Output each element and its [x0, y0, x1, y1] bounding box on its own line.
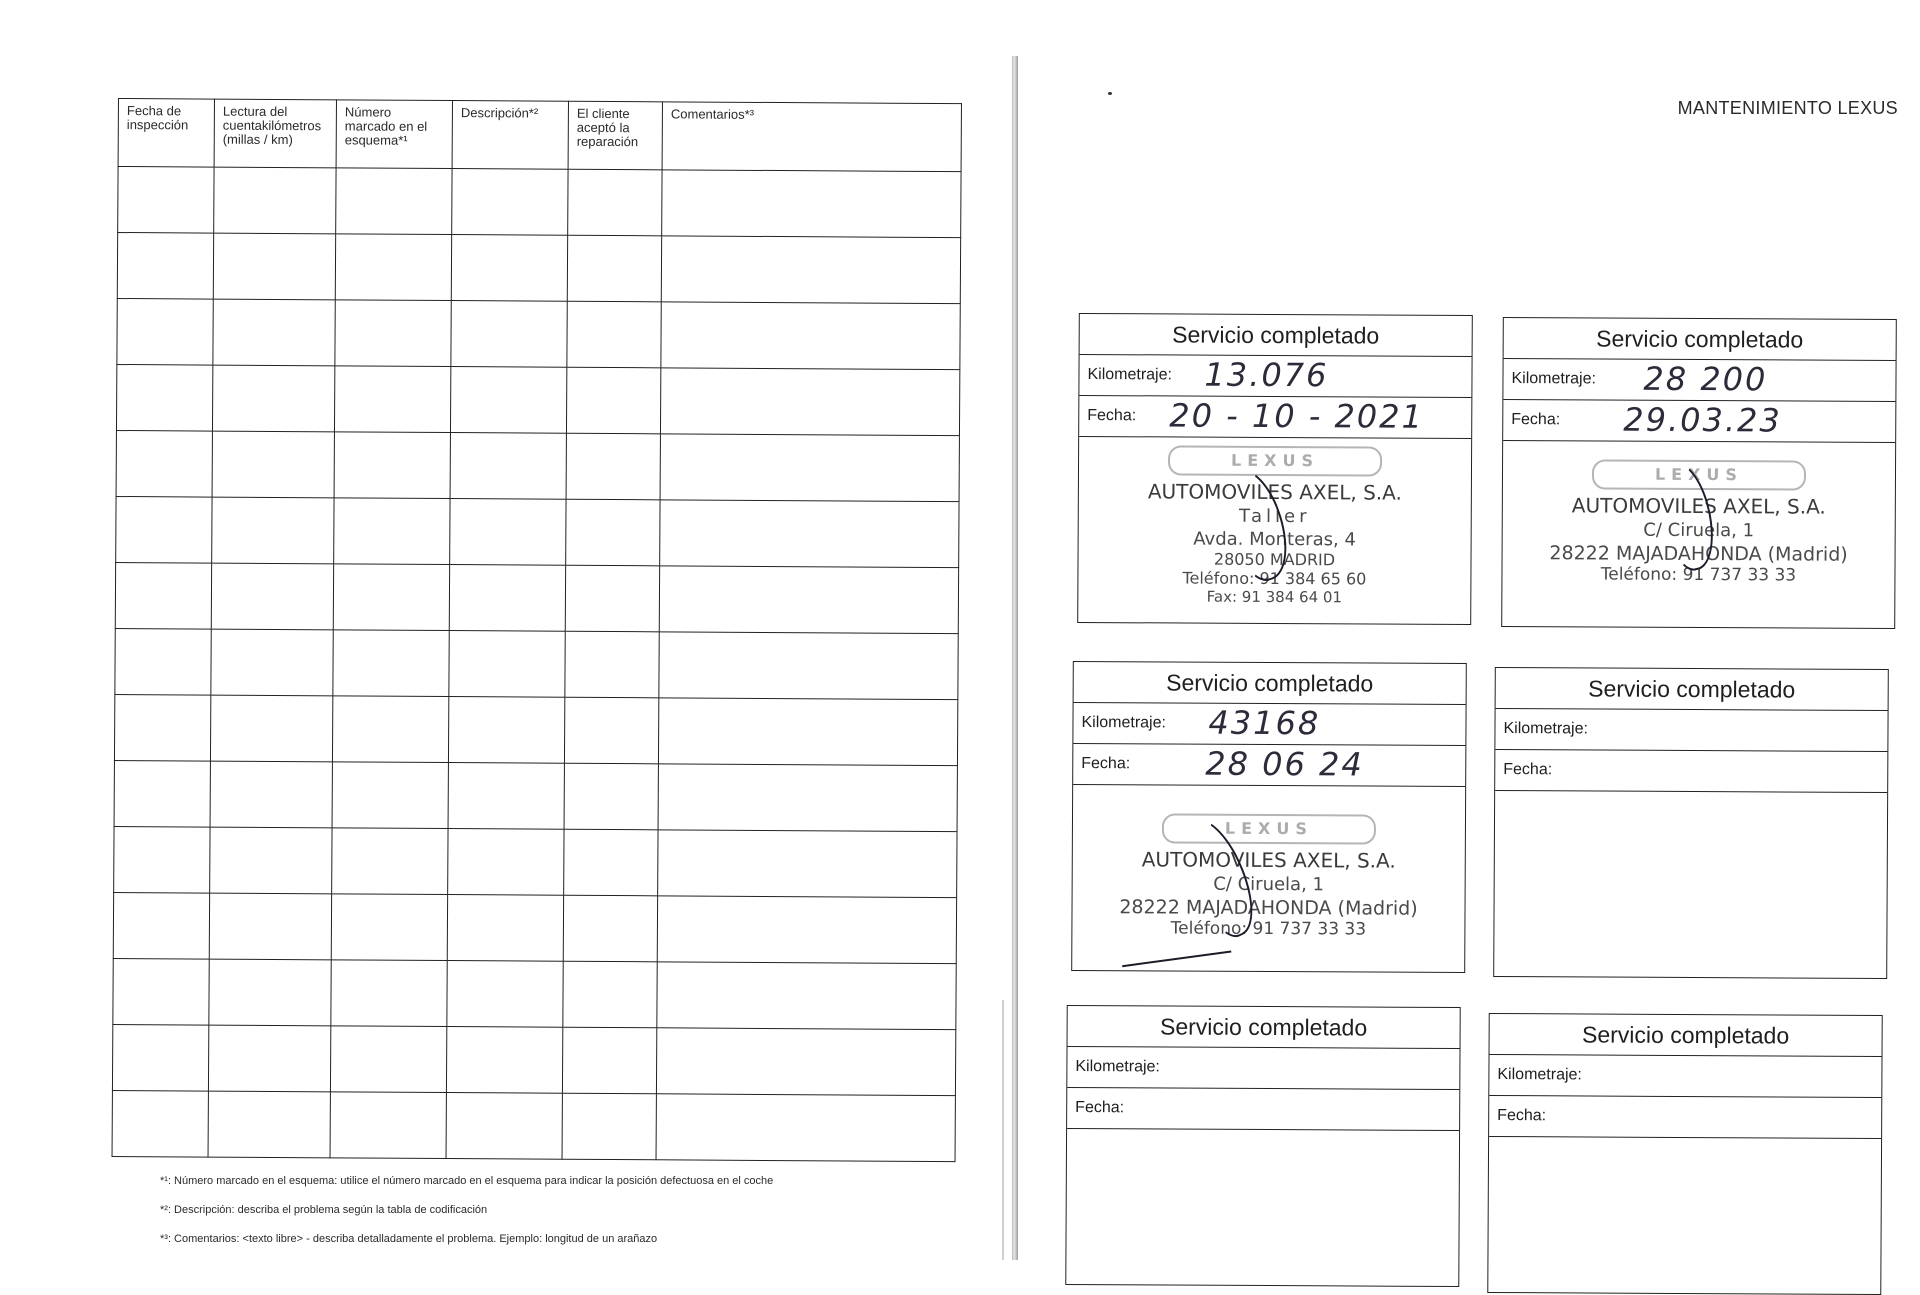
table-row [114, 826, 957, 897]
table-cell[interactable] [213, 299, 335, 366]
table-cell[interactable] [116, 496, 212, 563]
header-numero-esquema: Número marcado en el esquema*¹ [336, 100, 452, 169]
card-title: Servicio completado [1068, 1006, 1460, 1049]
table-cell[interactable] [564, 697, 658, 764]
table-cell[interactable] [112, 1024, 208, 1091]
table-cell[interactable] [568, 169, 662, 236]
stamp-line: AUTOMOVILES AXEL, S.A. [1571, 493, 1826, 519]
dealer-stamp [1078, 437, 1471, 625]
stamp-line: Taller [1238, 505, 1311, 528]
table-row [116, 430, 959, 501]
kilometraje-value: 28 200 [1643, 359, 1768, 399]
header-comentarios: Comentarios*³ [662, 102, 961, 172]
table-cell[interactable] [335, 234, 451, 301]
fecha-row [1079, 396, 1471, 439]
service-card-3 [1071, 661, 1467, 973]
stamp-line: Teléfono: 91 737 33 33 [1600, 564, 1797, 586]
table-cell[interactable] [449, 631, 565, 698]
stamp-line: 28222 MAJADAHONDA (Madrid) [1549, 542, 1848, 566]
service-card-5 [1065, 1005, 1460, 1287]
kilometraje-row [1495, 709, 1887, 752]
table-cell[interactable] [332, 828, 448, 895]
table-cell[interactable] [447, 961, 563, 1028]
speck [1108, 92, 1112, 95]
table-row [118, 167, 961, 238]
service-card-2 [1501, 317, 1897, 629]
table-cell[interactable] [452, 169, 568, 236]
table-cell[interactable] [209, 959, 331, 1026]
table-cell[interactable] [333, 564, 449, 631]
kilometraje-row [1503, 359, 1895, 402]
page-header-title: MANTENIMIENTO LEXUS [1677, 98, 1898, 118]
table-cell[interactable] [334, 432, 450, 499]
table-row [117, 298, 960, 369]
table-cell[interactable] [113, 892, 209, 959]
stamp-line: AUTOMOVILES AXEL, S.A. [1147, 479, 1402, 505]
table-cell[interactable] [114, 760, 210, 827]
kilometraje-label: Kilometraje: [1511, 370, 1597, 388]
table-cell[interactable] [334, 366, 450, 433]
table-cell[interactable] [210, 695, 332, 762]
table-cell[interactable] [334, 498, 450, 565]
table-cell[interactable] [331, 960, 447, 1027]
table-cell[interactable] [331, 894, 447, 961]
kilometraje-row [1079, 355, 1471, 398]
table-cell[interactable] [566, 433, 660, 500]
table-cell[interactable] [564, 763, 658, 830]
table-cell[interactable] [450, 367, 566, 434]
table-cell[interactable] [662, 170, 961, 238]
service-card-6 [1487, 1013, 1882, 1295]
table-cell[interactable] [564, 829, 658, 896]
table-cell[interactable] [113, 958, 209, 1025]
table-cell[interactable] [450, 499, 566, 566]
table-cell[interactable] [450, 433, 566, 500]
table-cell[interactable] [658, 698, 957, 766]
kilometraje-label: Kilometraje: [1503, 720, 1589, 738]
service-card-4 [1493, 667, 1889, 979]
table-cell[interactable] [208, 1091, 330, 1158]
kilometraje-label: Kilometraje: [1075, 1058, 1160, 1076]
table-cell[interactable] [566, 367, 660, 434]
table-cell[interactable] [332, 696, 448, 763]
table-row [116, 496, 959, 567]
stamp-line: Teléfono: 91 384 65 60 [1182, 568, 1367, 589]
table-row [115, 628, 958, 699]
table-cell[interactable] [330, 1026, 446, 1093]
table-cell[interactable] [565, 631, 659, 698]
fecha-row [1495, 750, 1887, 793]
table-cell[interactable] [562, 1093, 656, 1160]
table-cell[interactable] [660, 368, 959, 436]
table-cell[interactable] [658, 764, 957, 832]
footnote-1: *¹: Número marcado en el esquema: utilice el número marcado en el esquema para indicar la posición defectuosa en el coche [160, 1175, 774, 1187]
header-cliente-acepto: El cliente aceptó la reparación [568, 101, 662, 170]
kilometraje-row [1067, 1047, 1459, 1090]
header-fecha-inspeccion: Fecha de inspección [118, 99, 214, 168]
table-cell[interactable] [563, 961, 657, 1028]
table-cell[interactable] [112, 1090, 208, 1157]
table-cell[interactable] [660, 434, 959, 502]
lexus-logo-icon: LEXUS [1162, 813, 1376, 844]
table-cell[interactable] [117, 298, 213, 365]
card-title: Servicio completado [1074, 662, 1466, 705]
table-cell[interactable] [115, 628, 211, 695]
table-cell[interactable] [656, 1028, 955, 1096]
inspection-table-body [112, 167, 961, 1162]
table-row [112, 1090, 955, 1161]
table-cell[interactable] [116, 364, 212, 431]
table-cell[interactable] [563, 895, 657, 962]
table-cell[interactable] [114, 826, 210, 893]
table-cell[interactable] [210, 827, 332, 894]
table-cell[interactable] [657, 962, 956, 1030]
table-cell[interactable] [661, 302, 960, 370]
card-title: Servicio completado [1504, 318, 1896, 361]
kilometraje-row [1489, 1055, 1881, 1098]
table-cell[interactable] [449, 565, 565, 632]
stamp-line: Fax: 91 384 64 01 [1206, 587, 1343, 607]
fecha-row [1489, 1096, 1881, 1139]
stamp-line: AUTOMOVILES AXEL, S.A. [1141, 847, 1396, 873]
table-cell[interactable] [211, 563, 333, 630]
table-cell[interactable] [448, 829, 564, 896]
stamp-line: 28222 MAJADAHONDA (Madrid) [1119, 896, 1418, 920]
fecha-row [1073, 744, 1465, 787]
stamp-line: C/ Ciruela, 1 [1643, 519, 1755, 542]
table-cell[interactable] [212, 431, 334, 498]
inspection-table [112, 98, 962, 1162]
table-cell[interactable] [332, 762, 448, 829]
table-cell[interactable] [212, 497, 334, 564]
table-cell[interactable] [660, 500, 959, 568]
table-cell[interactable] [447, 895, 563, 962]
fecha-label: Fecha: [1081, 755, 1131, 773]
kilometraje-label: Kilometraje: [1497, 1066, 1582, 1084]
table-cell[interactable] [567, 301, 661, 368]
table-cell[interactable] [562, 1027, 656, 1094]
table-cell[interactable] [335, 300, 451, 367]
table-cell[interactable] [114, 694, 210, 761]
table-cell[interactable] [211, 629, 333, 696]
table-cell[interactable] [115, 562, 211, 629]
table-cell[interactable] [565, 565, 659, 632]
table-cell[interactable] [656, 1094, 955, 1162]
fecha-label: Fecha: [1503, 761, 1553, 779]
table-row [112, 1024, 955, 1095]
fecha-label: Fecha: [1497, 1107, 1547, 1125]
table-cell[interactable] [333, 630, 449, 697]
table-cell[interactable] [566, 499, 660, 566]
table-row [113, 958, 956, 1029]
table-cell[interactable] [658, 830, 957, 898]
table-row [117, 233, 960, 304]
footnote-3: *³: Comentarios: <texto libre> - describa detalladamente el problema. Ejemplo: longitud de un arañazo [160, 1233, 658, 1245]
kilometraje-value: 13.076 [1204, 355, 1329, 395]
table-row [116, 364, 959, 435]
kilometraje-row [1073, 703, 1465, 746]
header-descripcion: Descripción*² [452, 101, 568, 170]
table-header-row [118, 99, 961, 172]
stamp-line: 28050 MADRID [1213, 549, 1336, 570]
lexus-logo-icon: LEXUS [1168, 445, 1382, 476]
card-title: Servicio completado [1490, 1014, 1882, 1057]
table-cell[interactable] [116, 430, 212, 497]
table-cell[interactable] [446, 1093, 562, 1160]
fecha-label: Fecha: [1511, 411, 1561, 429]
right-page [1000, 0, 1920, 1260]
dealer-stamp [1072, 785, 1465, 973]
fecha-value: 20 - 10 - 2021 [1169, 396, 1425, 436]
table-cell[interactable] [451, 235, 567, 302]
table-cell[interactable] [661, 236, 960, 304]
footnotes [160, 1175, 860, 1262]
fecha-label: Fecha: [1087, 407, 1137, 425]
card-title: Servicio completado [1496, 668, 1888, 711]
table-cell[interactable] [330, 1092, 446, 1159]
table-cell[interactable] [567, 235, 661, 302]
table-cell[interactable] [451, 301, 567, 368]
stamp-line: Avda. Monteras, 4 [1193, 528, 1356, 551]
table-cell[interactable] [659, 566, 958, 634]
table-cell[interactable] [210, 761, 332, 828]
table-cell[interactable] [214, 167, 336, 234]
dealer-stamp [1502, 441, 1895, 629]
table-cell[interactable] [448, 763, 564, 830]
header-lectura-cuentakilometros: Lectura del cuentakilómetros (millas / km) [214, 99, 336, 168]
table-row [114, 760, 957, 831]
table-cell[interactable] [212, 365, 334, 432]
footnote-2: *²: Descripción: describa el problema según la tabla de codificación [160, 1204, 488, 1216]
kilometraje-value: 43168 [1208, 703, 1321, 743]
table-cell[interactable] [209, 893, 331, 960]
table-row [115, 562, 958, 633]
table-cell[interactable] [657, 896, 956, 964]
signature-stroke [1122, 951, 1231, 968]
service-card-1 [1077, 313, 1473, 625]
kilometraje-label: Kilometraje: [1081, 714, 1167, 732]
table-cell[interactable] [659, 632, 958, 700]
fecha-value: 28 06 24 [1205, 744, 1364, 784]
table-cell[interactable] [448, 697, 564, 764]
table-cell[interactable] [213, 233, 335, 300]
stamp-line: Teléfono: 91 737 33 33 [1170, 918, 1367, 940]
lexus-logo-icon: LEXUS [1592, 459, 1806, 490]
table-cell[interactable] [336, 168, 452, 235]
fecha-label: Fecha: [1075, 1099, 1125, 1117]
table-row [114, 694, 957, 765]
stamp-line: C/ Ciruela, 1 [1213, 873, 1325, 896]
table-row [113, 892, 956, 963]
table-cell[interactable] [446, 1027, 562, 1094]
card-title: Servicio completado [1080, 314, 1472, 357]
table-cell[interactable] [117, 233, 213, 300]
fecha-row [1503, 400, 1895, 443]
fecha-value: 29.03.23 [1623, 400, 1782, 440]
table-cell[interactable] [208, 1025, 330, 1092]
fecha-row [1067, 1088, 1459, 1131]
table-cell[interactable] [118, 167, 214, 234]
kilometraje-label: Kilometraje: [1087, 366, 1173, 384]
